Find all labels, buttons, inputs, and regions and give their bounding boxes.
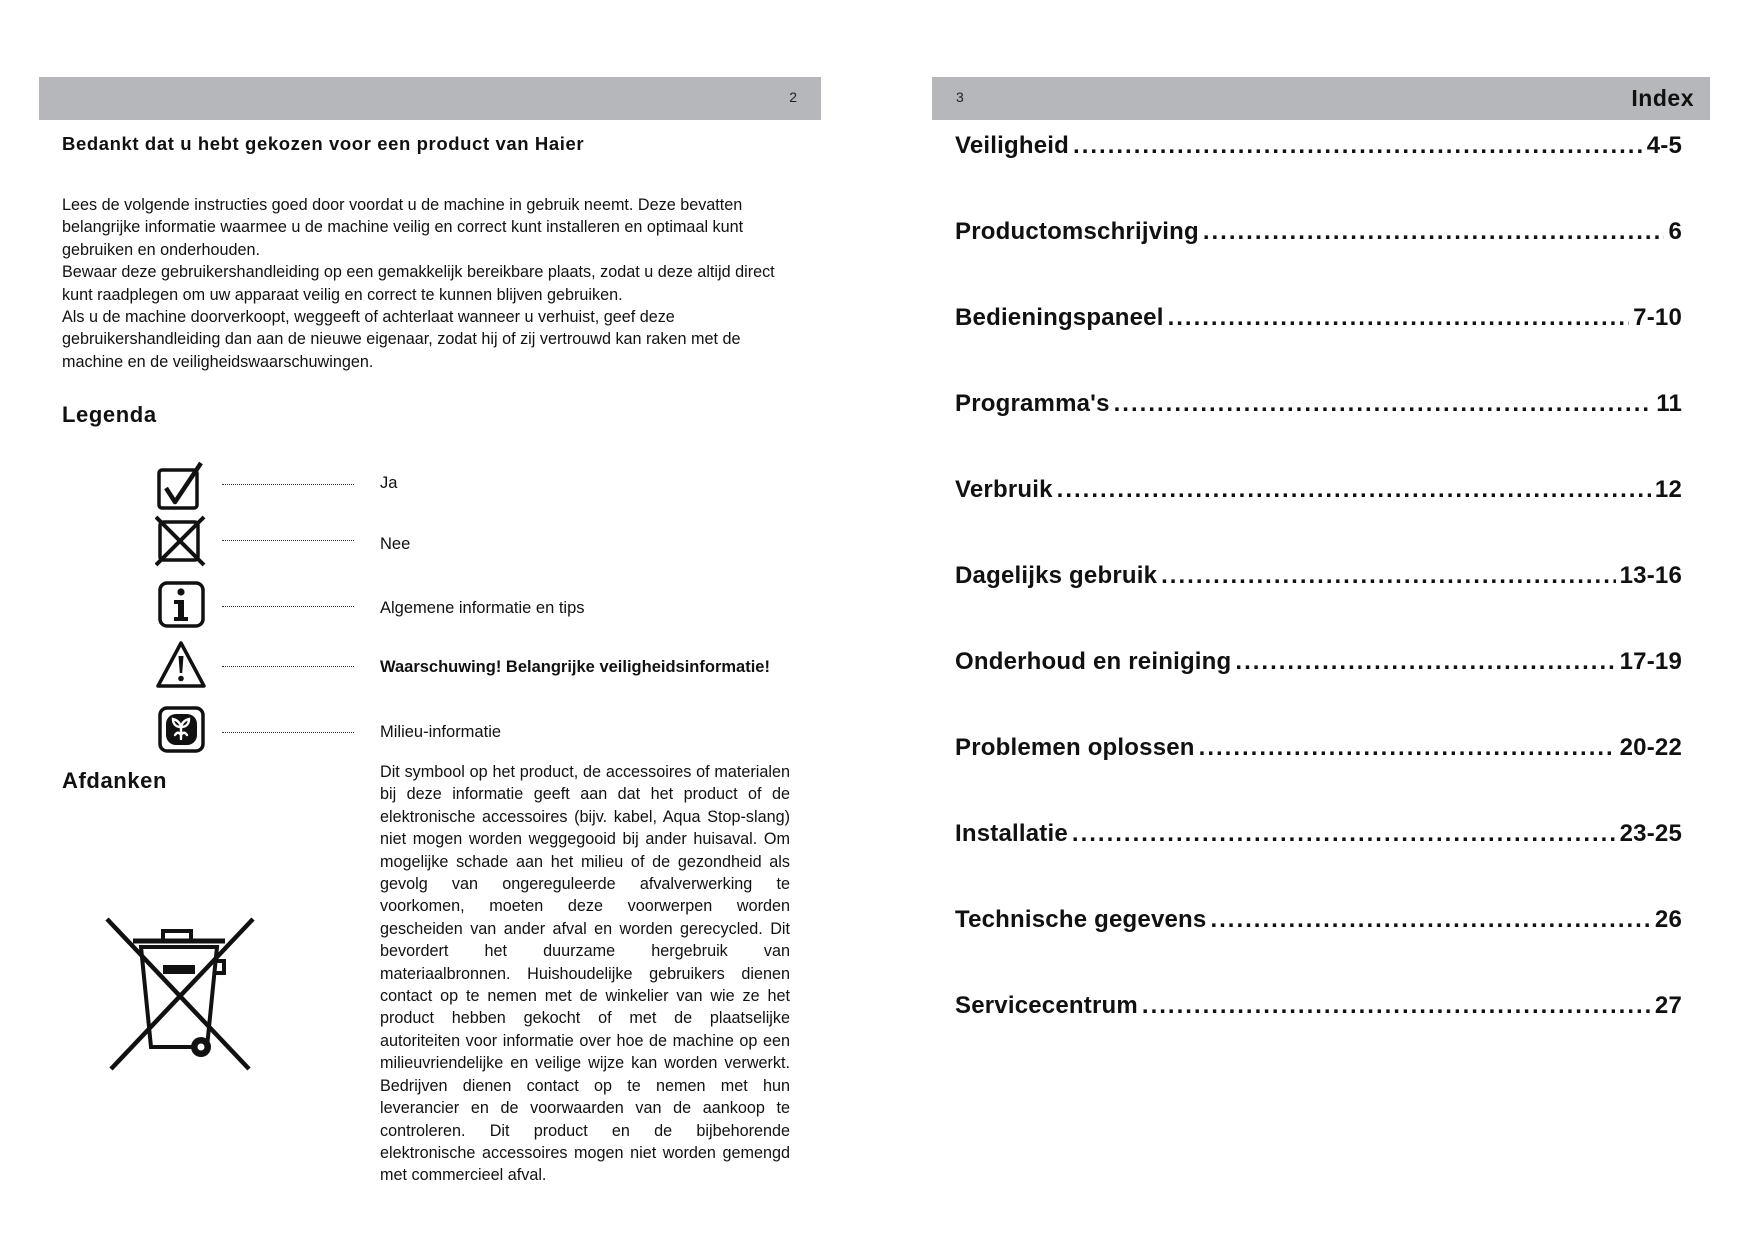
toc-title: Programma's [955, 390, 1110, 417]
toc-title: Productomschrijving [955, 218, 1199, 245]
toc-title: Installatie [955, 820, 1068, 847]
toc-entry [955, 562, 1682, 648]
leader-dots [1235, 648, 1615, 676]
legend-item-warning [155, 639, 815, 691]
right-header-bar [932, 77, 1710, 120]
toc-entry [955, 734, 1682, 820]
toc-title: Dagelijks gebruik [955, 562, 1158, 589]
toc-entry [955, 476, 1682, 562]
toc-title: Technische gegevens [955, 906, 1207, 933]
leader-dots [1168, 304, 1630, 332]
leader-dots [1114, 390, 1653, 418]
toc-entry [955, 906, 1682, 992]
environment-icon [155, 705, 207, 757]
checkbox-cross-icon [155, 515, 207, 567]
intro-paragraph: Bewaar deze gebruikershandleiding op een gemakkelijk bereikbare plaats, zodat u deze altijd direct kunt raadplegen om uw apparaat veilig en correct te kunnen blijven gebruiken. [62, 263, 775, 304]
leader-dots [222, 484, 354, 485]
leader-dots [1057, 476, 1651, 504]
toc-page: 4-5 [1646, 132, 1682, 159]
toc-entry [955, 390, 1682, 476]
leader-dots [1203, 218, 1665, 246]
toc-title: Bedieningspaneel [955, 304, 1164, 331]
info-icon [155, 579, 207, 631]
legend-item-no [155, 515, 815, 567]
thanks-heading: Bedankt dat u hebt gekozen voor een product van Haier [62, 133, 585, 154]
toc-page: 7-10 [1633, 304, 1682, 331]
toc-entry [955, 132, 1682, 218]
toc-page: 27 [1654, 992, 1682, 1019]
legend-heading: Legenda [62, 402, 157, 427]
legend-item-info [155, 579, 815, 631]
checkbox-check-icon [155, 460, 207, 512]
leader-dots [1142, 992, 1651, 1020]
legend-label: Algemene informatie en tips [380, 599, 585, 617]
intro-text [62, 194, 792, 373]
leader-dots [222, 540, 354, 541]
toc-entry [955, 992, 1682, 1078]
leader-dots [222, 606, 354, 607]
toc-entry [955, 304, 1682, 390]
toc-title: Veiligheid [955, 132, 1070, 159]
leader-dots [1161, 562, 1615, 590]
legend-item-environment [155, 705, 815, 757]
index-title: Index [1631, 85, 1694, 111]
toc-page: 26 [1654, 906, 1682, 933]
toc-title: Verbruik [955, 476, 1053, 503]
toc-entry [955, 648, 1682, 734]
warning-icon [155, 639, 207, 691]
legend-label: Waarschuwing! Belangrijke veiligheidsinformatie! [380, 658, 770, 676]
right-page-number: 3 [956, 89, 964, 105]
toc-page: 17-19 [1619, 648, 1682, 675]
toc-page: 23-25 [1619, 820, 1682, 847]
leader-dots [222, 732, 354, 733]
toc-entry [955, 820, 1682, 906]
toc-page: 6 [1668, 218, 1682, 245]
toc-page: 12 [1654, 476, 1682, 503]
toc-title: Problemen oplossen [955, 734, 1195, 761]
intro-paragraph: Lees de volgende instructies goed door voordat u de machine in gebruik neemt. Deze bevatten belangrijke informatie waarmee u de machine veilig en correct kunt installeren en optimaal kunt gebruiken en onderhouden. [62, 196, 744, 259]
left-page-number: 2 [789, 89, 797, 105]
toc-entry [955, 218, 1682, 304]
legend-label: Ja [380, 474, 398, 492]
table-of-contents [955, 132, 1682, 1078]
toc-page: 20-22 [1619, 734, 1682, 761]
leader-dots [222, 666, 354, 667]
toc-title: Servicecentrum [955, 992, 1138, 1019]
leader-dots [1210, 906, 1650, 934]
legend-item-yes [155, 460, 815, 512]
intro-paragraph: Als u de machine doorverkoopt, weggeeft of achterlaat wanneer u verhuist, geef deze gebruikershandleiding dan aan de nieuwe eigenaar, zodat hij of zij vertrouwd kan raken met de machine en de veiligheidswaarschuwingen. [62, 308, 741, 371]
legend-label: Nee [380, 535, 411, 553]
leader-dots [1073, 132, 1643, 160]
toc-page: 13-16 [1619, 562, 1682, 589]
legend-label: Milieu-informatie [380, 723, 502, 741]
left-header-bar [39, 77, 821, 120]
leader-dots [1199, 734, 1616, 762]
leader-dots [1072, 820, 1616, 848]
crossed-bin-icon [103, 915, 261, 1075]
toc-title: Onderhoud en reiniging [955, 648, 1232, 675]
disposal-text: Dit symbool op het product, de accessoires of materialen bij deze informatie geeft aan dat het product of de elektronische accessoires (bijv. kabel, Aqua Stop-slang) niet mogen worden weggegooid bij ander huisaval. Om mogelijke schade aan het milieu of de gezondheid als gevolg van ongereguleerde afvalverwerking te voorkomen, moeten deze voorwerpen worden gescheiden van ander afval en worden gerecycled. Dit bevordert het duurzame hergebruik van materiaalbronnen. Huishoudelijke gebruikers dienen contact op te nemen met de winkelier van wie ze het product hebben gekocht of met de plaatselijke autoriteiten voor informatie over hoe de machine op een milieuvriendelijke en veilige wijze kan worden verwerkt. Bedrijven dienen contact op te nemen met hun leverancier en de voorwaarden van de aankoop te controleren. Dit product en de bijbehorende elektronische accessoires mogen niet worden gemengd met commercieel afval. [380, 763, 790, 1185]
toc-page: 11 [1656, 390, 1682, 417]
disposal-heading: Afdanken [62, 768, 168, 793]
